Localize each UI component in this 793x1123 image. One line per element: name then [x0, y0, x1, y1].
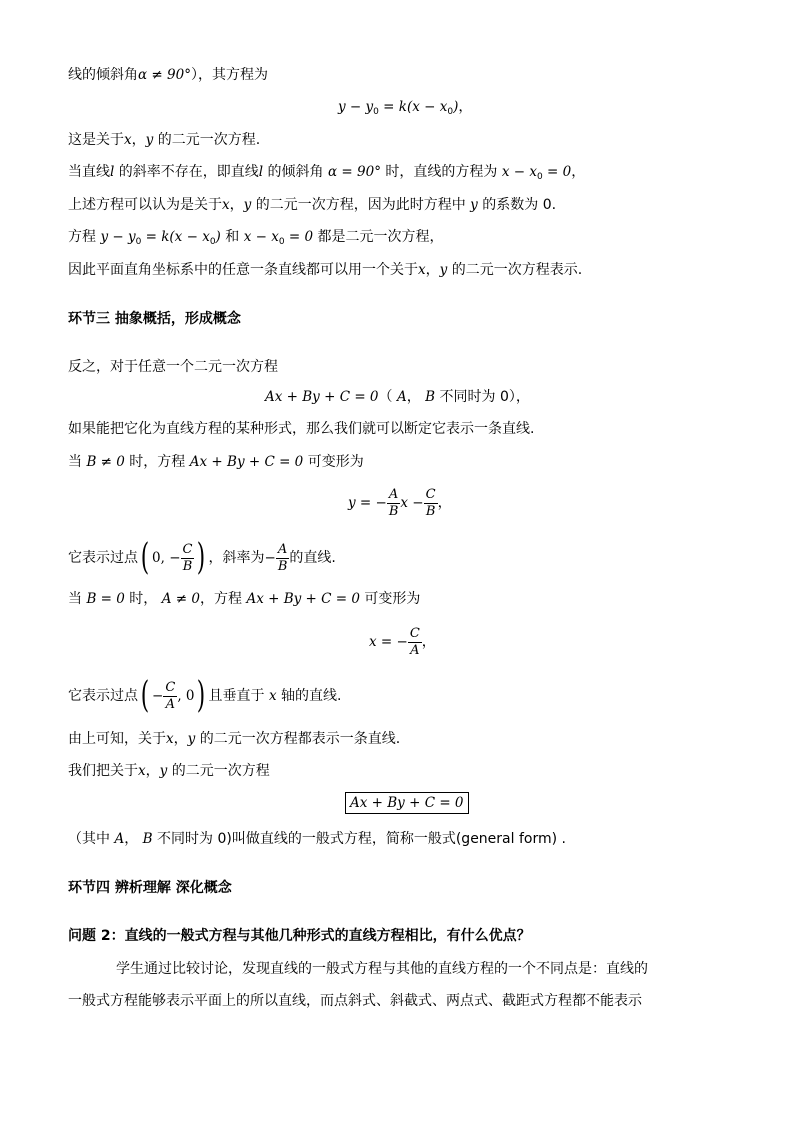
- math: x − x: [243, 229, 279, 245]
- math: x: [138, 763, 146, 779]
- math: = k(x − x: [141, 229, 210, 245]
- text: 的斜率不存在，即直线: [114, 164, 259, 180]
- numerator: A: [387, 487, 401, 504]
- numerator: C: [409, 625, 420, 641]
- text-line-14: [68, 761, 270, 781]
- left-paren: (: [140, 675, 150, 716]
- text: 都是二元一次方程，: [313, 229, 444, 245]
- math: y: [159, 763, 168, 779]
- right-paren: ): [197, 675, 206, 716]
- text-line-3: [68, 162, 585, 187]
- math: y: [187, 731, 196, 747]
- math: α = 90°: [328, 164, 381, 180]
- text: 当直线: [68, 164, 110, 180]
- text: 的二元一次方程: [167, 763, 270, 779]
- equation-general-boxed: [345, 792, 469, 814]
- math: y = −: [348, 495, 387, 511]
- denominator: B: [425, 503, 436, 519]
- text: 由上可知，关于: [68, 731, 166, 747]
- math: x −: [400, 495, 424, 511]
- text: 时，: [124, 591, 162, 607]
- text: 上述方程可以认为是关于: [68, 197, 222, 213]
- fraction: [181, 542, 195, 575]
- right-paren: ): [197, 537, 206, 578]
- math: = 0: [542, 164, 572, 180]
- text: ，: [425, 262, 440, 278]
- text: 这是关于: [68, 132, 124, 148]
- math: −: [152, 688, 164, 704]
- math: l: [258, 164, 264, 180]
- text: 时，方程: [124, 454, 190, 470]
- text-line-5: [68, 227, 444, 252]
- math: y − y: [100, 229, 136, 245]
- text: ，: [229, 197, 244, 213]
- equation-slope-form: [348, 483, 452, 523]
- math: Ax + By + C = 0: [189, 454, 304, 470]
- math: −: [264, 550, 276, 566]
- text: ，: [421, 634, 436, 650]
- math: = k(x − x: [378, 99, 448, 115]
- text: ，斜率为: [208, 550, 265, 566]
- text: ，: [458, 99, 473, 115]
- math: x − x: [501, 164, 537, 180]
- math: y − y: [338, 99, 374, 115]
- text: 它表示过点: [68, 688, 138, 704]
- math: y: [439, 262, 448, 278]
- text: 线的倾斜角: [68, 67, 138, 83]
- math: x = −: [369, 634, 408, 650]
- fraction: [408, 626, 422, 659]
- text: 我们把关于: [68, 763, 138, 779]
- math: B ≠ 0: [86, 454, 125, 470]
- math: l: [110, 164, 115, 180]
- text: 的系数为 0.: [477, 197, 557, 213]
- equation-general: [265, 387, 530, 407]
- text: 且垂直于: [208, 688, 269, 704]
- math: B = 0: [86, 591, 125, 607]
- text: 当: [68, 591, 87, 607]
- subscript: 0: [537, 172, 543, 182]
- math: x: [418, 262, 426, 278]
- text-line-12: [68, 675, 342, 717]
- numerator: C: [425, 486, 436, 502]
- text: ，: [124, 831, 143, 847]
- denominator: B: [388, 503, 399, 519]
- math: x: [268, 688, 277, 704]
- math: Ax + By + C = 0: [246, 591, 360, 607]
- denominator: A: [410, 642, 420, 658]
- math: Ax + By + C = 0: [265, 389, 379, 405]
- text: 的直线.: [289, 550, 336, 566]
- text-line-11: [68, 589, 420, 609]
- denominator: A: [165, 696, 176, 712]
- text-line-15: [68, 829, 566, 849]
- math: y: [145, 132, 154, 148]
- equation-point-slope: [338, 97, 472, 122]
- text: 的二元一次方程表示.: [447, 262, 583, 278]
- text-line-13: [68, 729, 400, 749]
- math: A: [396, 389, 407, 405]
- text: 和: [220, 229, 244, 245]
- subscript: 0: [209, 237, 216, 247]
- section-heading-4: 环节四 辨析理解 深化概念: [68, 880, 232, 896]
- text: （: [378, 389, 397, 405]
- subscript: 0: [135, 237, 142, 247]
- text: 可变形为: [303, 454, 364, 470]
- fraction: [163, 680, 177, 713]
- text: 的倾斜角: [263, 164, 329, 180]
- equation-vertical: [369, 622, 436, 662]
- left-paren: (: [140, 537, 150, 578]
- text-line-16: 学生通过比较讨论，发现直线的一般式方程与其他的直线方程的一个不同点是：直线的: [116, 961, 648, 977]
- fraction: [276, 542, 290, 575]
- text: 的二元一次方程都表示一条直线.: [195, 731, 401, 747]
- math: B: [425, 389, 436, 405]
- subscript: 0: [447, 107, 454, 117]
- math: ): [215, 229, 221, 245]
- subscript: 0: [373, 107, 379, 117]
- section-heading-3: 环节三 抽象概括，形成概念: [68, 311, 241, 327]
- text: 当: [68, 454, 87, 470]
- text: 可变形为: [359, 591, 421, 607]
- text-line-10: [68, 537, 336, 579]
- text: ），其方程为: [190, 67, 268, 83]
- denominator: B: [182, 558, 193, 574]
- math-inline: α ≠ 90°: [138, 67, 191, 83]
- text-line-7: 反之，对于任意一个二元一次方程: [68, 359, 278, 375]
- math: B: [142, 831, 153, 847]
- math: A ≠ 0: [161, 591, 200, 607]
- text-line-9: [68, 452, 364, 472]
- math: A: [114, 831, 125, 847]
- text: 的二元一次方程，因为此时方程中: [251, 197, 471, 213]
- text: ，: [437, 495, 452, 511]
- text-line-6: [68, 260, 582, 280]
- numerator: A: [276, 542, 290, 559]
- text: 轴的直线.: [276, 688, 342, 704]
- math: x: [166, 731, 174, 747]
- fraction: [424, 487, 438, 520]
- text: ，: [131, 132, 146, 148]
- text-line-17: 一般式方程能够表示平面上的所以直线，而点斜式、斜截式、两点式、截距式方程都不能表示: [68, 993, 642, 1009]
- denominator: B: [277, 558, 288, 574]
- text: ，: [571, 164, 586, 180]
- text-line-4: [68, 195, 556, 215]
- text: 不同时为 0），: [435, 389, 530, 405]
- math: 0, −: [152, 550, 181, 566]
- text: （其中: [68, 831, 115, 847]
- text: ，方程: [200, 591, 247, 607]
- text: ，: [406, 389, 426, 405]
- math: = 0: [284, 229, 314, 245]
- math: ): [453, 99, 459, 115]
- text-line-1: [68, 65, 268, 85]
- math: , 0: [177, 688, 195, 704]
- text-line-2: [68, 130, 260, 150]
- numerator: C: [165, 679, 176, 695]
- text: 方程: [68, 229, 101, 245]
- text: 时，直线的方程为: [380, 164, 502, 180]
- math: y: [243, 197, 252, 213]
- subscript: 0: [278, 237, 285, 247]
- text: ，: [145, 763, 160, 779]
- numerator: C: [182, 541, 193, 557]
- text: 不同时为 0)叫做直线的一般式方程，简称一般式(general form) .: [152, 831, 566, 847]
- text-line-8: 如果能把它化为直线方程的某种形式，那么我们就可以断定它表示一条直线.: [68, 421, 535, 437]
- math: y: [470, 197, 478, 213]
- math: x: [222, 197, 230, 213]
- question-2: 问题 2：直线的一般式方程与其他几种形式的直线方程相比，有什么优点？: [68, 928, 531, 944]
- text: 它表示过点: [68, 550, 138, 566]
- fraction: [387, 487, 401, 520]
- text: 因此平面直角坐标系中的任意一条直线都可以用一个关于: [68, 262, 418, 278]
- math: x: [124, 132, 132, 148]
- text: ，: [173, 731, 188, 747]
- text: 的二元一次方程.: [153, 132, 261, 148]
- math-boxed: Ax + By + C = 0: [345, 792, 469, 814]
